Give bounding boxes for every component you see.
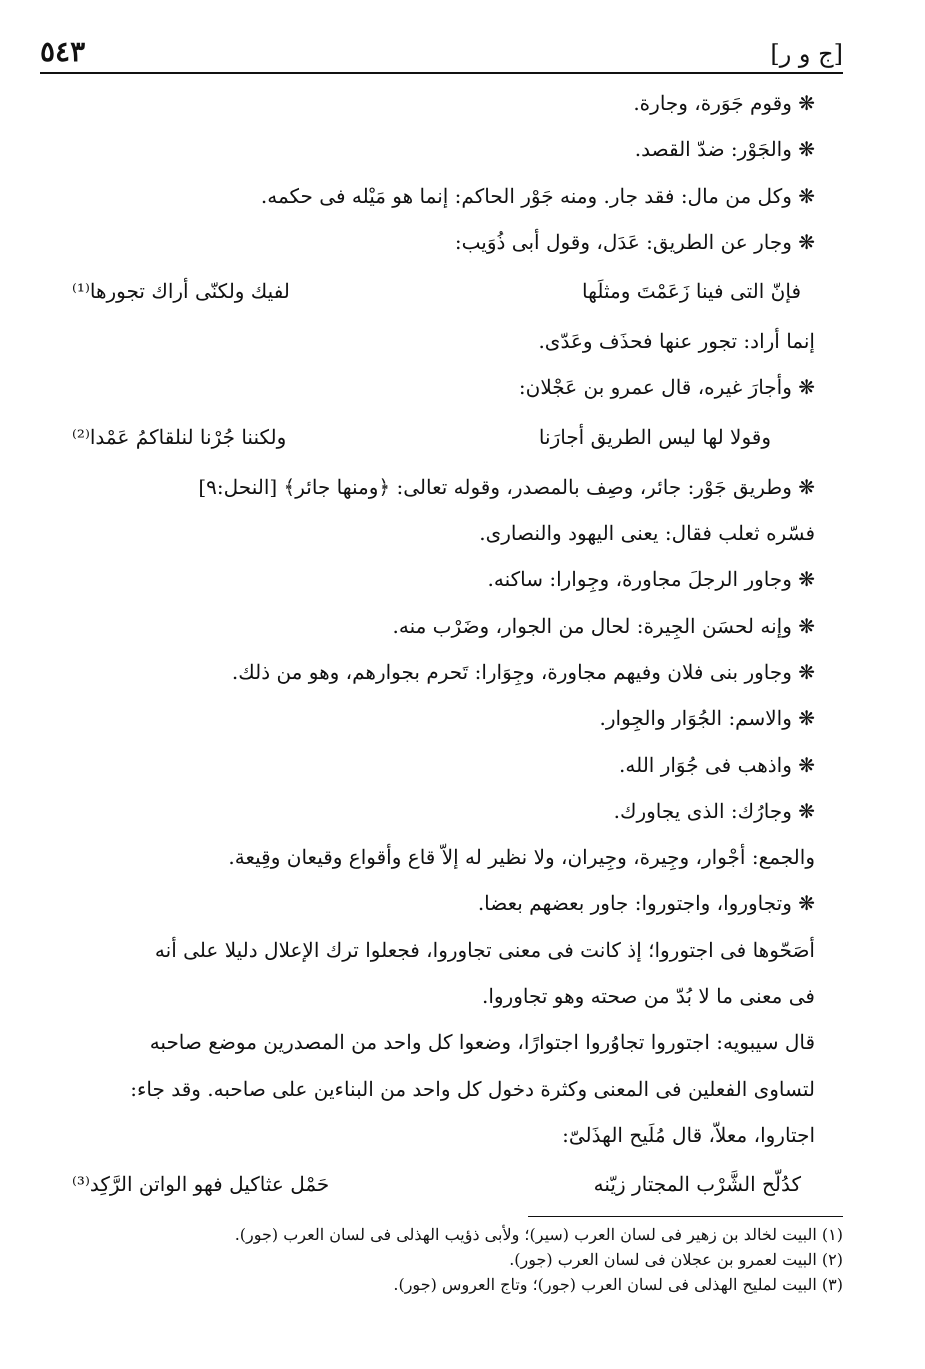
text-line: لتساوى الفعلين فى المعنى وكثرة دخول كل واحد من البناءين على صاحبه. وقد جاء:	[130, 1076, 815, 1101]
text-line: ❋ وإنه لحسَن الجِيرة: لحال من الجوار، وضَرْب منه.	[392, 613, 815, 638]
verse-abu-dhuayb	[72, 267, 815, 316]
text-line: ❋ وتجاوروا، واجتوروا: جاور بعضهم بعضا.	[477, 891, 815, 916]
footnote: (١) البيت لخالد بن زهير فى لسان العرب (سير)؛ ولأبى ذؤيب الهذلى فى لسان العرب (جور).	[234, 1225, 843, 1244]
text-line: ❋ وأجارَ غيره، قال عمرو بن عَجْلان:	[518, 375, 815, 400]
main-text	[72, 80, 815, 1211]
header-rule	[40, 72, 843, 74]
text-line: ❋ وجار عن الطريق: عَدَل، وقول أبى ذُوَيب:	[454, 229, 815, 254]
text-line: فسّره ثعلب فقال: يعنى اليهود والنصارى.	[479, 521, 815, 546]
text-line: ❋ وطريق جَوْر: جائر، وصِف بالمصدر، وقوله تعالى: ﴿ومنها جائر﴾ [النحل:٩]	[198, 474, 815, 499]
verse-first-hemistich: فإنّ التى فينا زَعَمْتَ ومثلَها	[582, 279, 801, 304]
text-line: ❋ وقوم جَوَرة، وجارة.	[633, 91, 815, 115]
page-header	[40, 28, 843, 68]
text-line: والجمع: أجْوار، وجِيرة، وجِيران، ولا نظير له إلاّ قاع وأقواع وقيعان وقِيعة.	[228, 845, 815, 870]
text-line: ❋ وكل من مال: فقد جار. ومنه جَوْر الحاكم: إنما هو مَيْله فى حكمه.	[260, 183, 815, 208]
page-number: ٥٤٣	[40, 35, 86, 68]
root-heading: [ج و ر]	[770, 40, 843, 68]
text-line: ❋ وجاور الرجلَ مجاورة، وجِوارا: ساكنه.	[487, 567, 815, 592]
text-line: ❋ والجَوْر: ضدّ القصد.	[634, 137, 815, 162]
text-line: ❋ وجاور بنى فلان وفيهم مجاورة، وجِوَارا: تَحرم بجوارهم، وهو من ذلك.	[231, 659, 815, 684]
footnote-rule	[528, 1216, 843, 1217]
verse-first-hemistich: وقولا لها ليس الطريق أجارَنا	[538, 424, 771, 449]
verse-second-hemistich: لفيك ولكنّى أراك تجورها⁽¹⁾	[72, 279, 290, 304]
footnote: (٢) البيت لعمرو بن عجلان فى لسان العرب (جور).	[509, 1250, 843, 1269]
text-line: قال سيبويه: اجتوروا تجاوُروا اجتوارًا، وضعوا كل واحد من المصدرين موضع صاحبه	[149, 1030, 815, 1055]
text-line: ❋ وجارُك: الذى يجاورك.	[613, 798, 815, 823]
footnotes	[72, 1222, 843, 1297]
text-line: اجتاروا، معلاّ، قال مُلَيح الهذَلىّ:	[562, 1122, 815, 1147]
verse-first-hemistich: كدُلّح الشَّرْب المجتار زيّنه	[593, 1172, 801, 1197]
verse-mulayh	[72, 1160, 815, 1209]
text-line: فى معنى ما لا بُدّ من صحته وهو تجاوروا.	[481, 984, 815, 1009]
text-line: أصَحّوها فى اجتوروا؛ إذ كانت فى معنى تجاوروا، فجعلوا ترك الإعلال دليلا على أنه	[154, 937, 815, 962]
text-line: إنما أراد: تجور عنها فحذَف وعَدّى.	[538, 329, 815, 354]
text-line: ❋ واذهب فى جُوَار الله.	[619, 752, 815, 777]
verse-amr-ibn-ajlan	[72, 413, 815, 462]
text-line: ❋ والاسم: الجُوَار والجِوار.	[599, 706, 815, 731]
footnote: (٣) البيت لمليح الهذلى فى لسان العرب (جور)؛ وتاج العروس (جور).	[393, 1275, 843, 1294]
verse-second-hemistich: ولكننا جُرْنا لنلقاكمُ عَمْدا⁽²⁾	[72, 424, 287, 449]
verse-second-hemistich: حَمْل عثاكيل فهو الواتن الرَّكِد⁽³⁾	[72, 1172, 330, 1197]
